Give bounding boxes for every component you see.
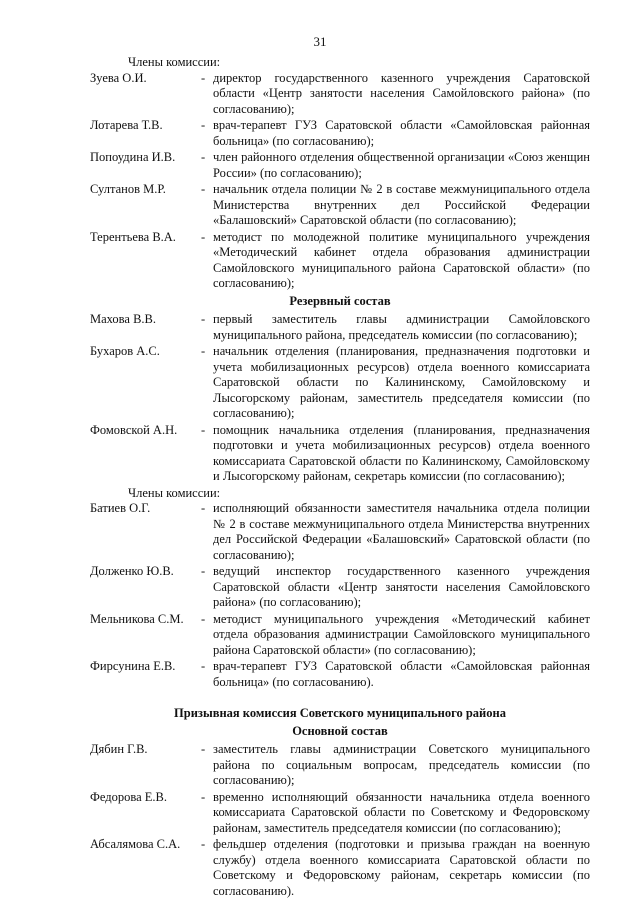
member-row [90,837,590,899]
dash-separator: - [201,659,206,673]
dash-separator: - [201,422,206,437]
member-row [90,564,590,611]
member-name: Дябин Г.В. [90,742,148,756]
dash-separator: - [201,564,206,578]
member-description: временно исполняющий обязанности начальника отдела военного комиссариата Саратовской области по Советскому и Федоровскому районам, заместитель председателя комиссии (по согласованию); [213,789,590,835]
document-body [90,55,590,900]
member-name: Попоудина И.В. [90,150,176,164]
member-name: Батиев О.Г. [90,501,151,515]
dash-separator: - [201,229,206,244]
member-row [90,71,590,118]
member-row [90,312,590,343]
member-name: Зуева О.И. [90,70,147,85]
member-description: начальник отдела полиции № 2 в составе межмуниципального отдела Министерства внутренних дел Российской Федерации «Балашовский» Саратовской области (по согласованию); [213,182,590,227]
member-row [90,659,590,690]
dash-separator: - [201,789,206,804]
dash-separator: - [201,501,206,515]
member-description: фельдшер отделения (подготовки и призыва граждан на военную службу) отдела военного комиссариата Саратовской области по Советскому и Федоровскому районам, секретарь комиссии (по согласованию). [213,837,590,898]
member-name: Федорова Е.В. [90,789,168,804]
member-name: Фирсунина Е.В. [90,659,176,673]
member-description: директор государственного казенного учреждения Саратовской области «Центр занятости населения Самойловского района» (по согласованию); [213,70,590,116]
dash-separator: - [201,150,206,164]
member-row [90,230,590,292]
page-number: 31 [313,34,327,49]
member-description: заместитель главы администрации Советского муниципального района по социальным вопросам, председатель комиссии (по согласованию); [213,742,590,787]
member-description: помощник начальника отделения (планирования, предназначения подготовки и учета мобилизационных ресурсов) отдела военного комиссариата Саратовской области по Калининскому, Самойловскому и Лысогорскому районам, секретарь комиссии (по согласованию); [213,422,590,483]
dash-separator: - [201,344,206,358]
member-row [90,501,590,563]
members-label: Члены комиссии: [128,485,221,500]
member-name: Лотарева Т.В. [90,118,163,132]
member-description: ведущий инспектор государственного казенного учреждения Саратовской области «Центр занятости населения Самойловского района» (по согласованию); [213,564,590,609]
member-name: Мельникова С.М. [90,611,184,626]
member-row [90,344,590,422]
dash-separator: - [201,837,206,851]
member-description: врач-терапевт ГУЗ Саратовской области «Самойловская районная больница» (по согласованию); [213,118,590,148]
dash-separator: - [201,182,206,196]
member-name: Фомовской А.Н. [90,422,178,437]
member-row [90,150,590,181]
dash-separator: - [201,611,206,626]
member-description: член районного отделения общественной организации «Союз женщин России» (по согласованию); [213,150,590,180]
member-row [90,182,590,229]
reserve-heading: Резервный состав [289,293,391,308]
member-description: врач-терапевт ГУЗ Саратовской области «Самойловская районная больница» (по согласованию). [213,659,590,689]
dash-separator: - [201,70,206,85]
member-row [90,423,590,485]
dash-separator: - [201,742,206,756]
member-description: методист муниципального учреждения «Методический кабинет отдела образования администрации Самойловского муниципального района Саратовской области» (по согласованию); [213,611,590,657]
member-name: Махова В.В. [90,312,157,326]
member-description: первый заместитель главы администрации Самойловского муниципального района, председатель комиссии (по согласованию); [213,312,590,342]
member-name: Долженко Ю.В. [90,564,174,578]
members-label: Члены комиссии: [128,55,221,69]
dash-separator: - [201,312,206,326]
member-name: Абсалямова С.А. [90,837,181,851]
member-row [90,118,590,149]
dash-separator: - [201,118,206,132]
commission-title: Призывная комиссия Советского муниципального района [174,706,506,720]
member-row [90,612,590,659]
member-description: методист по молодежной политике муниципального учреждения «Методический кабинет отдела образования администрации Самойловского муниципального района Саратовской области» (по согласованию); [213,229,590,290]
member-name: Бухаров А.С. [90,344,160,358]
member-row [90,742,590,789]
member-description: исполняющий обязанности заместителя начальника отдела полиции № 2 в составе межмуниципального отдела Министерства внутренних дел Российской Федерации «Балашовский» Саратовской области (по согласованию); [213,501,590,562]
main-heading: Основной состав [292,723,388,738]
member-name: Терентьева В.А. [90,229,176,244]
member-description: начальник отделения (планирования, предназначения подготовки и учета мобилизационных ресурсов) отдела военного комиссариата Саратовской области по Калининскому, Самойловскому и Лысогорскому районам, заместитель председателя комиссии (по согласованию); [213,344,590,420]
member-name: Султанов М.Р. [90,182,166,196]
member-row [90,790,590,837]
